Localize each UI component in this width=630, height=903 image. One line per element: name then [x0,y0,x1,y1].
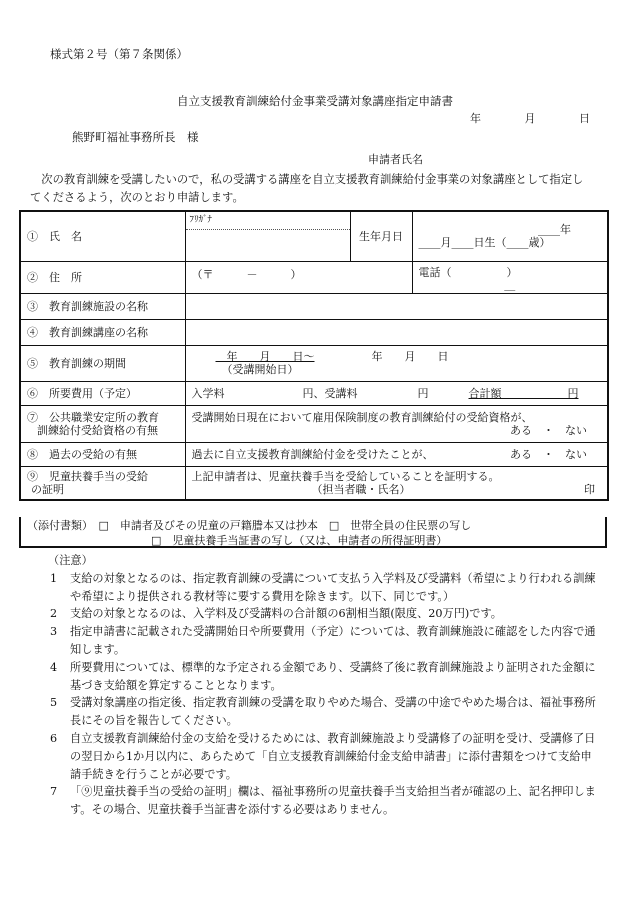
entrance-fee: 入学料 [191,387,225,400]
period-to: 年 月 日 [371,350,449,363]
application-form-table [19,210,609,501]
child-allowance-field[interactable] [185,466,608,500]
label-period: ⑤ 教育訓練の期間 [20,345,185,381]
label-child-allowance: ⑨ 児童扶養手当の受給 の証明 [20,466,185,500]
label-cost: ⑥ 所要費用（予定） [20,381,185,405]
period-note: （受講開始日） [221,363,299,376]
phone-dash: ＿ [504,278,516,292]
date-month: 月 [524,112,536,125]
address-field[interactable] [185,261,412,293]
note-item: 6 自立支援教育訓練給付金の支給を受けるためには、教育訓練施設より受講修了の証明を受け、受講修了日の翌日から1か月以内に、あらためて「自立支援教育訓練給付金支給申請書」に添付書類をつけて支給申請手続きを行うことが必要です。 [50,731,596,781]
past-benefit-choice[interactable]: ある ・ ない [510,448,587,461]
dob-rest: ____月____日生（____歳） [418,236,551,250]
row-name [20,211,608,261]
total-amount: 合計額 円 [468,387,579,400]
attachments-line-2: □ 児童扶養手当証書の写し（又は、申請者の所得証明書） [151,534,448,547]
row-facility [20,293,608,319]
dob-field[interactable] [412,211,608,261]
label-name: ① 氏 名 [20,211,185,261]
notes-heading: （注意） [48,554,93,567]
seal-mark: 印 [584,482,595,496]
tuition-yen: 円 [417,387,429,400]
tuition-label: 円、受講料 [302,387,358,400]
date-year: 年 [470,112,481,125]
intro-paragraph: 次の教育訓練を受講したいので，私の受講する講座を自立支援教育訓練給付金事業の対象講座として指定してくださるよう，次のとおり申請します。 [30,173,584,204]
row-employment [20,405,608,442]
note-item: 1 支給の対象となるのは、指定教育訓練の受講について支払う入学料及び受講料（希望により行われる訓練や希望により提供される教材等に要する費用を除きます。以下、同じです。） [50,571,596,603]
name-field[interactable] [185,211,350,261]
row-cost [20,381,608,405]
addressee: 熊野町福祉事務所長 様 [72,130,199,144]
course-field[interactable] [185,319,608,345]
date-line [470,113,590,124]
row-child-allowance [20,466,608,500]
employment-text: 受講開始日現在において雇用保険制度の教育訓練給付の受給資格が、 [191,410,533,424]
employment-field[interactable] [185,405,608,442]
form-number: 様式第２号（第７条関係） [50,47,188,61]
note-item: 5 受講対象講座の指定後、指定教育訓練の受講を取りやめた場合、受講の中途でやめた場合は、福祉事務所長にその旨を報告してください。 [50,696,596,728]
past-benefit-text: 過去に自立支援教育訓練給付金を受けたことが、 [191,448,434,461]
phone-label: 電話（ ） [418,265,518,279]
row-period [20,345,608,381]
dob-year: ____年 [538,223,571,237]
label-address: ② 住 所 [20,261,185,293]
date-day: 日 [579,112,590,125]
applicant-name-label: 申請者氏名 [368,153,423,166]
dob-label: 生年月日 [350,211,412,261]
period-from: 年 月 日～ [215,350,315,363]
period-field[interactable] [185,345,608,381]
child-allowance-text: 上記申請者は、児童扶養手当を受給していることを証明する。 [191,469,500,483]
label-course: ④ 教育訓練講座の名称 [20,319,185,345]
note-item: 2 支給の対象となるのは、入学料及び受講料の合計額の6割相当額(限度、20万円)です。 [50,607,502,621]
phone-field[interactable] [412,261,608,293]
label-past-benefit: ⑧ 過去の受給の有無 [20,442,185,466]
document-title: 自立支援教育訓練給付金事業受講対象講座指定申請書 [177,94,453,108]
notes-list [44,570,596,819]
row-past-benefit [20,442,608,466]
note-item: 4 所要費用については、標準的な予定される金額であり、受講終了後に教育訓練施設より証明された金額に基づき支給額を算定することとなります。 [50,660,596,692]
row-address [20,261,608,293]
row-course [20,319,608,345]
label-employment: ⑦ 公共職業安定所の教育 訓練給付受給資格の有無 [20,405,185,442]
postal-code: （〒 － ） [191,267,302,281]
attachments-box [19,517,607,548]
past-benefit-field[interactable] [185,442,608,466]
staff-label: （担当者職・氏名） [311,482,411,496]
note-item: 3 指定申請書に記載された受講開始日や所要費用（予定）については、教育訓練施設に確認をした内容で通知します。 [50,625,596,656]
furigana-label: ﾌﾘｶﾞﾅ [189,215,213,225]
notes-section [44,552,596,819]
cost-field[interactable] [185,381,608,405]
attachments-line-1: （添付書類） □ 申請者及びその児童の戸籍謄本又は抄本 □ 世帯全員の住民票の写し [27,519,472,532]
note-item: 7 「⑨児童扶養手当の受給の証明」欄は、福祉事務所の児童扶養手当支給担当者が確認の上、記名押印します。その場合、児童扶養手当証書を添付する必要はありません。 [50,785,596,817]
facility-field[interactable] [185,293,608,319]
employment-choice[interactable]: ある ・ ない [510,423,587,437]
label-facility: ③ 教育訓練施設の名称 [20,293,185,319]
